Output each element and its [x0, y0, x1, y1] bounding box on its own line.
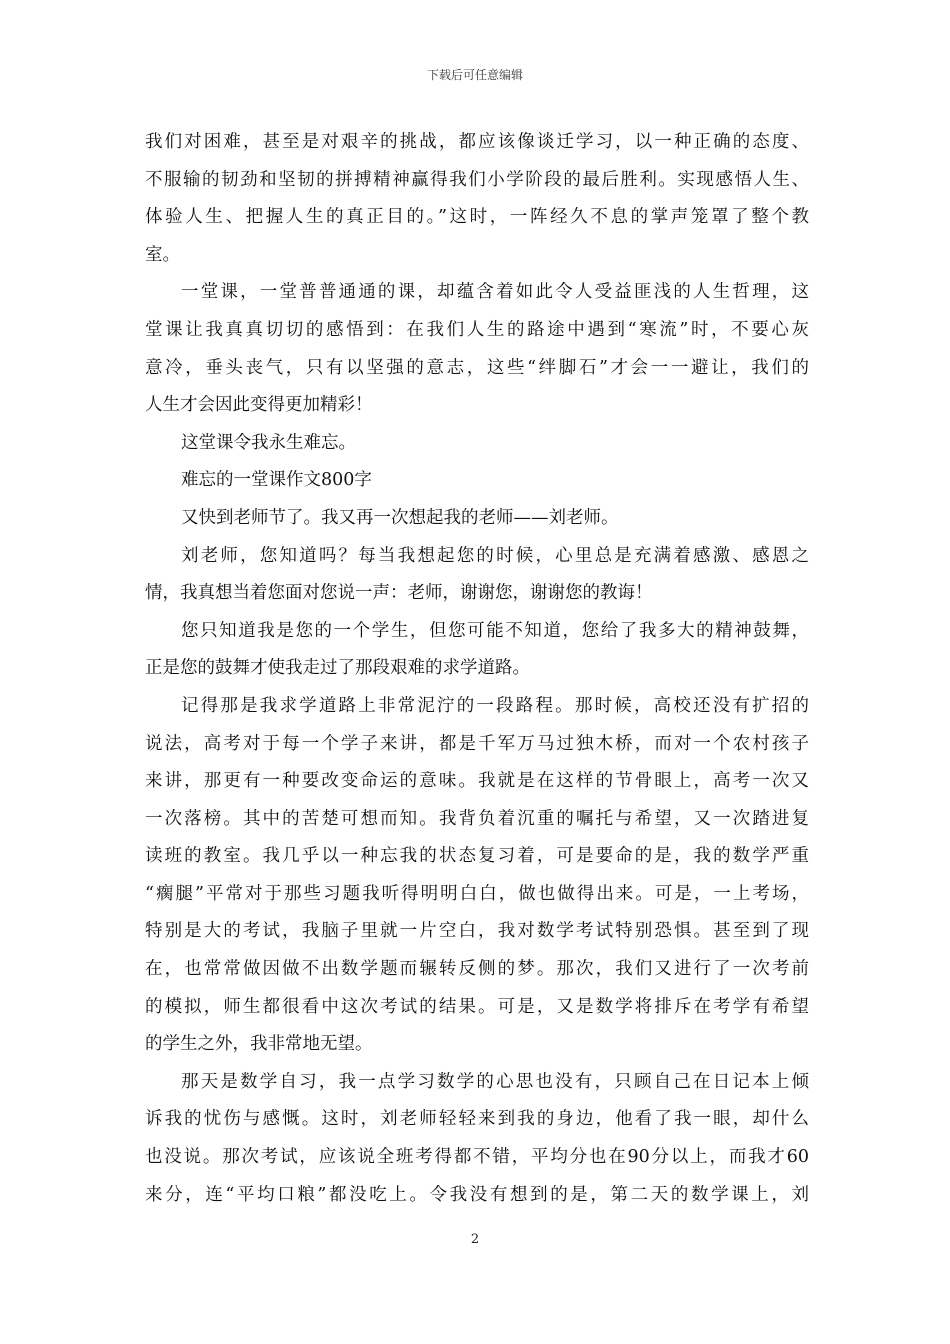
text-line: “瘸腿”平常对于那些习题我听得明明白白，做也做得出来。可是，一上考场，: [145, 883, 809, 904]
text-line: 正是您的鼓舞才使我走过了那段艰难的求学道路。: [145, 658, 530, 679]
text-line: 您只知道我是您的一个学生，但您可能不知道，您给了我多大的精神鼓舞，: [181, 620, 809, 641]
text-line: 难忘的一堂课作文800字: [181, 470, 372, 491]
text-line: 来讲，那更有一种要改变命运的意味。我就是在这样的节骨眼上，高考一次又: [145, 771, 809, 792]
text-line: 一堂课，一堂普普通通的课，却蕴含着如此令人受益匪浅的人生哲理，这: [181, 282, 809, 303]
text-line: 我们对困难，甚至是对艰辛的挑战，都应该像谈迁学习，以一种正确的态度、: [145, 132, 809, 152]
text-line: 体验人生、把握人生的真正目的。”这时，一阵经久不息的掌声笼罩了整个教: [145, 207, 809, 228]
text-line: 特别是大的考试，我脑子里就一片空白，我对数学考试特别恐惧。甚至到了现: [145, 921, 809, 942]
page-header: 下载后可任意编辑: [426, 68, 523, 82]
document-body: [145, 124, 809, 1214]
text-line: 的学生之外，我非常地无望。: [145, 1034, 373, 1055]
text-line: 也没说。那次考试，应该说全班考得都不错，平均分也在90分以上，而我才60: [145, 1147, 809, 1168]
text-line: 室。: [145, 244, 180, 265]
text-line: 的模拟，师生都很看中这次考试的结果。可是，又是数学将排斥在考学有希望: [145, 996, 809, 1017]
text-line: 诉我的忧伤与感慨。这时，刘老师轻轻来到我的身边，他看了我一眼，却什么: [145, 1109, 809, 1130]
text-line: 人生才会因此变得更加精彩！: [145, 395, 373, 416]
text-line: 情，我真想当着您面对您说一声：老师，谢谢您，谢谢您的教诲！: [145, 583, 653, 604]
text-line: 在，也常常做因做不出数学题而辗转反侧的梦。那次，我们又进行了一次考前: [145, 959, 809, 980]
text-line: 这堂课令我永生难忘。: [181, 432, 356, 453]
text-line: 一次落榜。其中的苦楚可想而知。我背负着沉重的嘱托与希望，又一次踏进复: [145, 808, 809, 829]
text-line: 读班的教室。我几乎以一种忘我的状态复习着，可是要命的是，我的数学严重: [145, 846, 809, 867]
page-number: 2: [470, 1232, 480, 1247]
text-line: 记得那是我求学道路上非常泥泞的一段路程。那时候，高校还没有扩招的: [181, 695, 809, 716]
text-line: 刘老师，您知道吗？每当我想起您的时候，心里总是充满着感激、感恩之: [181, 545, 809, 566]
text-line: 堂课让我真真切切的感悟到：在我们人生的路途中遇到“寒流”时，不要心灰: [145, 319, 809, 340]
text-line: 来分，连“平均口粮”都没吃上。令我没有想到的是，第二天的数学课上，刘: [145, 1184, 809, 1205]
text-line: 不服输的韧劲和坚韧的拼搏精神赢得我们小学阶段的最后胜利。实现感悟人生、: [145, 169, 809, 190]
text-line: 又快到老师节了。我又再一次想起我的老师——刘老师。: [181, 507, 619, 528]
text-line: 说法，高考对于每一个学子来讲，都是千军万马过独木桥，而对一个农村孩子: [145, 733, 809, 754]
text-line: 那天是数学自习，我一点学习数学的心思也没有，只顾自己在日记本上倾: [181, 1071, 809, 1092]
text-line: 意冷，垂头丧气，只有以坚强的意志，这些“绊脚石”才会一一避让，我们的: [145, 357, 809, 378]
